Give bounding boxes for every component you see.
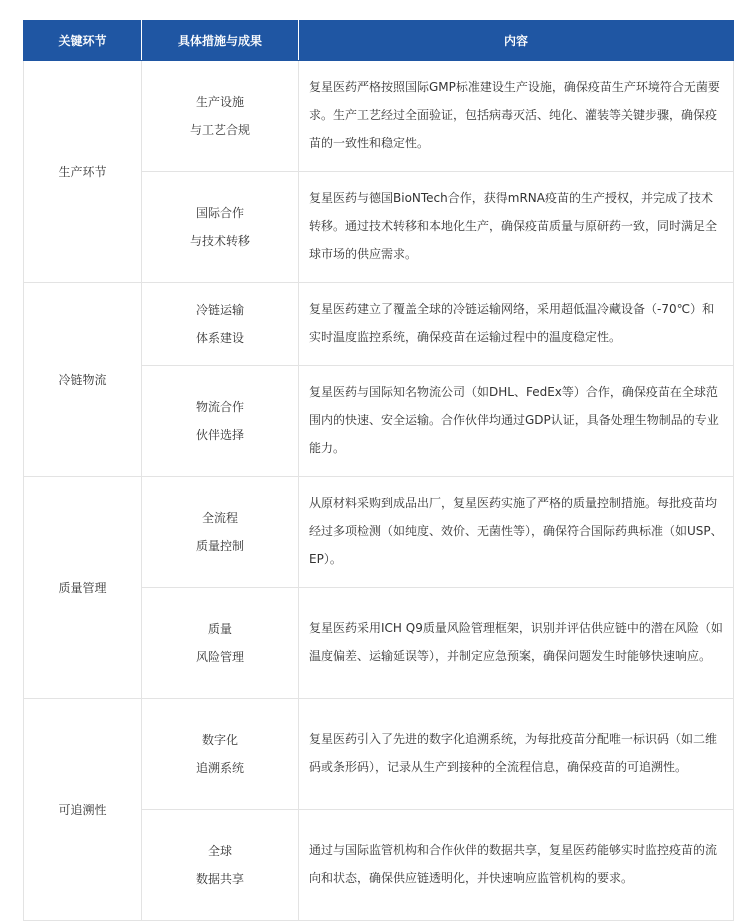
measure-line: 体系建设 xyxy=(195,331,244,345)
measure-line: 冷链运输 xyxy=(195,303,244,317)
measure-cell xyxy=(142,477,299,588)
segment-cell: 质量管理 xyxy=(24,477,142,699)
measure-cell xyxy=(142,61,299,172)
measure-cell xyxy=(142,366,299,477)
table-row xyxy=(24,61,734,172)
segment-cell: 冷链物流 xyxy=(24,283,142,477)
measure-cell xyxy=(142,283,299,366)
measure-line: 生产设施 xyxy=(195,95,244,109)
content-cell: 复星医药建立了覆盖全球的冷链运输网络，采用超低温冷藏设备（-70℃）和实时温度监控系统，确保疫苗在运输过程中的温度稳定性。 xyxy=(299,283,734,366)
measure-line: 全流程 xyxy=(201,511,238,525)
measure-cell xyxy=(142,172,299,283)
measure-line: 全球 xyxy=(207,844,232,858)
header-segment: 关键环节 xyxy=(24,21,142,61)
measure-line: 质量控制 xyxy=(195,539,244,553)
measure-line: 数字化 xyxy=(201,733,238,747)
measure-line: 伙伴选择 xyxy=(195,428,244,442)
content-cell: 从原材料采购到成品出厂，复星医药实施了严格的质量控制措施。每批疫苗均经过多项检测（如纯度、效价、无菌性等），确保符合国际药典标准（如USP、EP）。 xyxy=(299,477,734,588)
segment-cell: 生产环节 xyxy=(24,61,142,283)
table-row xyxy=(24,477,734,588)
content-cell: 复星医药与国际知名物流公司（如DHL、FedEx等）合作，确保疫苗在全球范围内的快速、安全运输。合作伙伴均通过GDP认证，具备处理生物制品的专业能力。 xyxy=(299,366,734,477)
measure-line: 物流合作 xyxy=(195,400,244,414)
measure-line: 风险管理 xyxy=(195,650,244,664)
measure-line: 与工艺合规 xyxy=(189,123,250,137)
measure-cell xyxy=(142,699,299,810)
header-content: 内容 xyxy=(299,21,734,61)
measure-line: 追溯系统 xyxy=(195,761,244,775)
segment-cell: 可追溯性 xyxy=(24,699,142,921)
measure-cell xyxy=(142,588,299,699)
table-row xyxy=(24,699,734,810)
table-row xyxy=(24,283,734,366)
content-cell: 通过与国际监管机构和合作伙伴的数据共享，复星医药能够实时监控疫苗的流向和状态，确保供应链透明化，并快速响应监管机构的要求。 xyxy=(299,810,734,921)
measure-cell xyxy=(142,810,299,921)
supply-chain-table xyxy=(23,20,734,921)
content-cell: 复星医药严格按照国际GMP标准建设生产设施，确保疫苗生产环境符合无菌要求。生产工艺经过全面验证，包括病毒灭活、纯化、灌装等关键步骤，确保疫苗的一致性和稳定性。 xyxy=(299,61,734,172)
measure-line: 质量 xyxy=(207,622,232,636)
measure-line: 国际合作 xyxy=(195,206,244,220)
measure-line: 与技术转移 xyxy=(189,234,250,248)
content-cell: 复星医药引入了先进的数字化追溯系统，为每批疫苗分配唯一标识码（如二维码或条形码），记录从生产到接种的全流程信息，确保疫苗的可追溯性。 xyxy=(299,699,734,810)
measure-line: 数据共享 xyxy=(195,872,244,886)
content-cell: 复星医药采用ICH Q9质量风险管理框架，识别并评估供应链中的潜在风险（如温度偏差、运输延误等），并制定应急预案，确保问题发生时能够快速响应。 xyxy=(299,588,734,699)
table-header-row xyxy=(24,21,734,61)
header-measure: 具体措施与成果 xyxy=(142,21,299,61)
content-cell: 复星医药与德国BioNTech合作，获得mRNA疫苗的生产授权，并完成了技术转移。通过技术转移和本地化生产，确保疫苗质量与原研药一致，同时满足全球市场的供应需求。 xyxy=(299,172,734,283)
